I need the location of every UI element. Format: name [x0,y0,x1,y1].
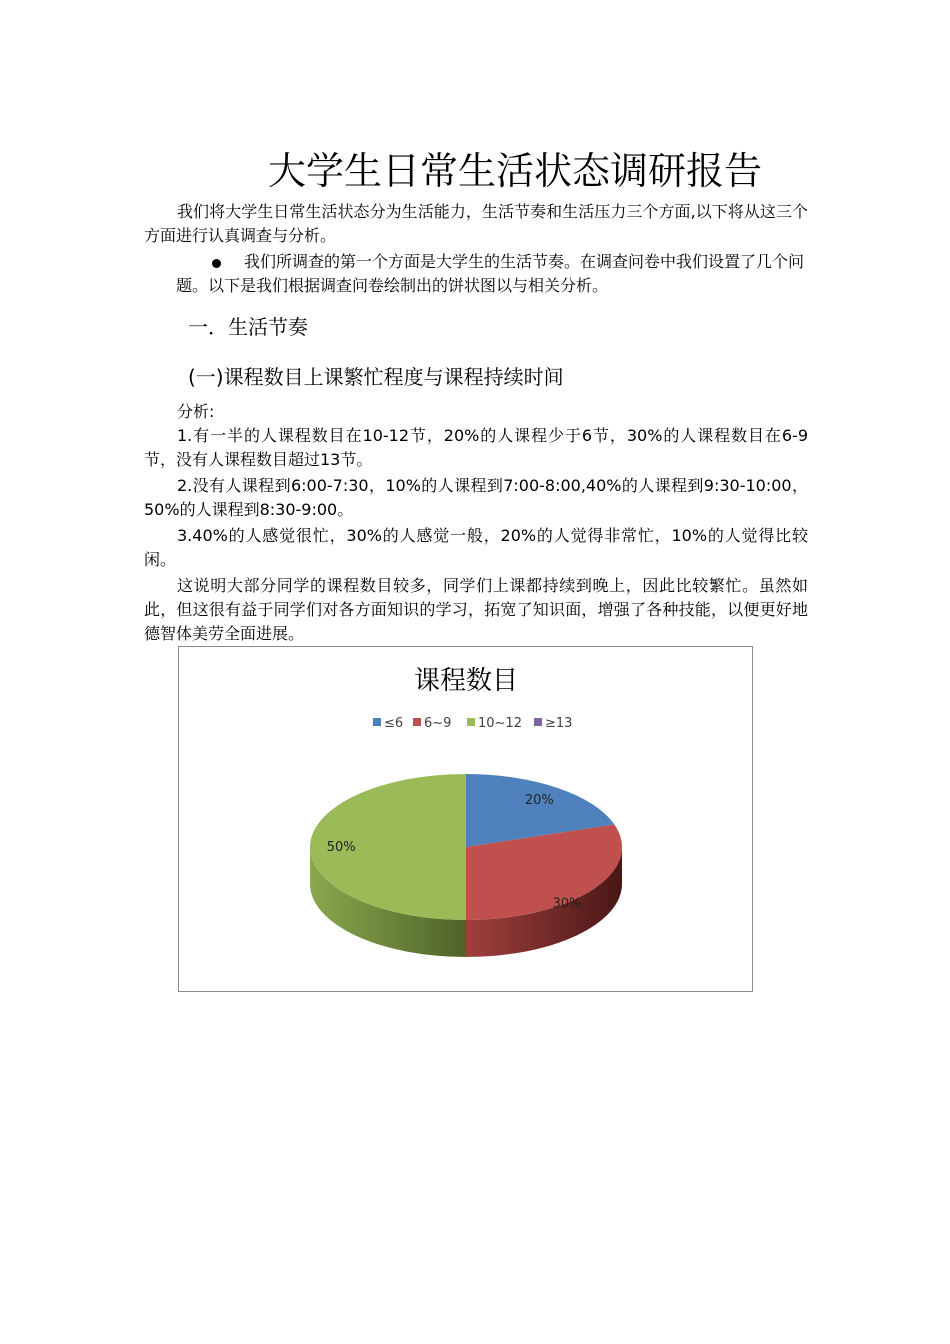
pie-label-2: 50% [326,840,356,855]
chart-legend [373,716,572,731]
legend-swatch-1 [413,718,421,726]
analysis-point-2: 2.没有人课程到6:00-7:30，10%的人课程到7:00-8:00,40%的人课程到9:30-10:00，50%的人课程到8:30-9:00。 [144,476,808,519]
document-title: 大学生日常生活状态调研报告 [267,149,762,193]
pie-label-1: 30% [552,896,582,912]
chart-title: 课程数目 [413,666,519,696]
legend-label-2: 10~12 [478,716,522,731]
legend-label-3: ≥13 [545,716,573,731]
pie-chart [178,646,753,992]
legend-swatch-2 [467,718,475,726]
conclusion-paragraph: 这说明大部分同学的课程数目较多，同学们上课都持续到晚上，因此比较繁忙。虽然如此，但这很有益于同学们对各方面知识的学习，拓宽了知识面，增强了各种技能，以便更好地德智体美劳全面进展。 [144,576,808,643]
section-heading: 一．生活节奏 [188,315,308,339]
legend-label-1: 6~9 [424,716,452,731]
pie-chart-svg [179,647,754,993]
subsection-heading: (一)课程数目上课繁忙程度与课程持续时间 [188,365,564,389]
legend-swatch-0 [373,718,381,726]
pie-label-0: 20% [524,792,554,808]
legend-label-0: ≤6 [384,716,404,731]
analysis-point-3: 3.40%的人感觉很忙，30%的人感觉一般，20%的人觉得非常忙，10%的人觉得比较闲。 [144,526,808,569]
analysis-label: 分析: [177,402,215,421]
legend-swatch-3 [534,718,542,726]
bullet-dot-icon [212,259,221,268]
intro-paragraph: 我们将大学生日常生活状态分为生活能力，生活节奏和生活压力三个方面,以下将从这三个方面进行认真调查与分析。 [144,202,808,245]
bullet-text: 我们所调查的第一个方面是大学生的生活节奏。在调查问卷中我们设置了几个问题。以下是我们根据调查问卷绘制出的饼状图以与相关分析。 [176,252,805,295]
analysis-point-1: 1.有一半的人课程数目在10-12节，20%的人课程少于6节，30%的人课程数目在6-9节，没有人课程数目超过13节。 [144,426,808,469]
bullet-paragraph [176,250,808,298]
